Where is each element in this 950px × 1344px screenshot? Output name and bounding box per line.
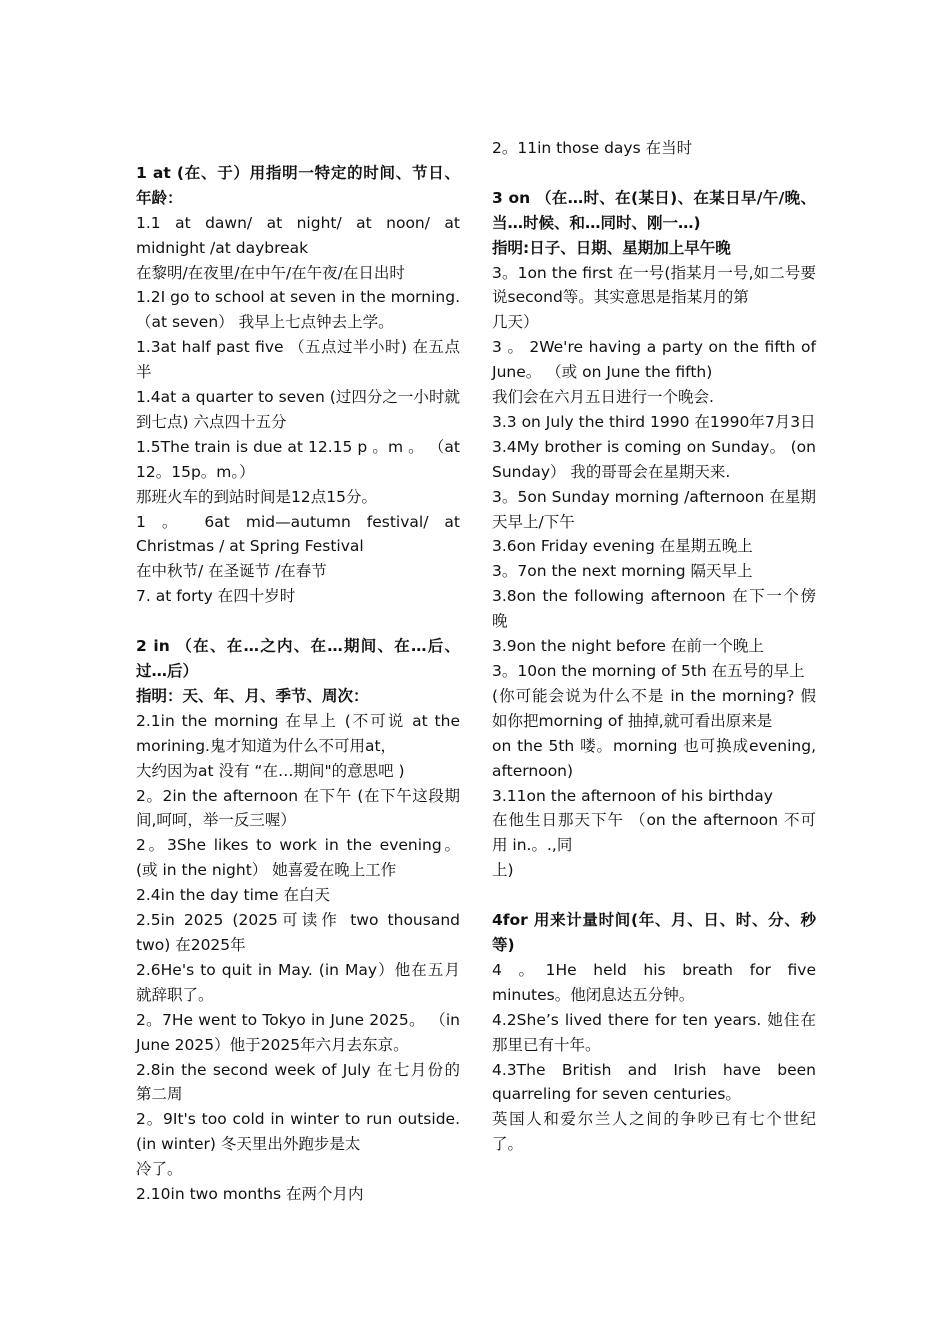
text-line: 3.4My brother is coming on Sunday。 (on Sunday） 我的哥哥会在星期天来. <box>492 437 816 481</box>
text-line: 3.3 on July the third 1990 在1990年7月3日 <box>492 412 816 431</box>
text-line: 在中秋节/ 在圣诞节 /在春节 <box>136 562 327 581</box>
text-line: 4.3The British and Irish have been quarreling for seven centuries。 <box>492 1060 816 1104</box>
section-heading: 指明:日子、日期、星期加上早午晚 <box>492 238 731 257</box>
paragraph-spacer <box>136 609 460 634</box>
text-line: 2。11in those days 在当时 <box>492 139 693 157</box>
text-line: 1.4at a quarter to seven (过四分之一小时就到七点) 六点四十五分 <box>136 388 460 431</box>
text-line: 1.3at half past five （五点过半小时) 在五点半 <box>136 338 460 382</box>
text-line: 2。9It's too cold in winter to run outside. (in winter) 冬天里出外跑步是太 <box>136 1110 460 1154</box>
text-line: 2。3She likes to work in the evening。 (或 in the night） 她喜爱在晚上工作 <box>136 836 460 880</box>
section-heading: 2 in （在、在…之内、在…期间、在…后、过…后） <box>136 637 460 680</box>
text-line: 4 。1He held his breath for five minutes。他闭息达五分钟。 <box>492 960 816 1004</box>
text-line: 几天） <box>492 313 539 332</box>
section-heading: 1 at (在、于）用指明一特定的时间、节日、年龄： <box>136 163 460 207</box>
text-line: 在他生日那天下午 （on the afternoon 不可用 in.。.,同 <box>492 811 816 855</box>
text-line: 3.6on Friday evening 在星期五晚上 <box>492 537 753 556</box>
section-heading: 3 on （在…时、在(某日)、在某日早/午/晚、当…时候、和…同时、刚一…) <box>492 188 816 232</box>
left-column <box>136 136 460 1207</box>
text-line: 3。7on the next morning 隔天早上 <box>492 562 753 581</box>
paragraph-spacer <box>136 136 460 161</box>
text-line: 2.10in two months 在两个月内 <box>136 1185 364 1204</box>
text-line: 7. at forty 在四十岁时 <box>136 587 296 606</box>
text-line: 2.8in the second week of July 在七月份的第二周 <box>136 1060 460 1104</box>
text-line: 3。10on the morning of 5th 在五号的早上 <box>492 662 805 681</box>
text-line: 2。7He went to Tokyo in June 2025。 （in June 2025）他于2025年六月去东京。 <box>136 1010 460 1054</box>
text-line: 1 。 6at mid—autumn festival/ at Christmas / at Spring Festival <box>136 512 460 556</box>
text-line: 2。2in the afternoon 在下午 (在下午这段期间,呵呵，举一反三喔） <box>136 786 460 830</box>
text-line: 冷了。 <box>136 1160 183 1179</box>
text-line: 3。1on the first 在一号(指某月一号,如二号要说second等。其实意思是指某月的第 <box>492 263 816 307</box>
text-line: 1.5The train is due at 12.15 p 。m 。 （at 12。15p。m。） <box>136 437 460 481</box>
text-line: 1.2I go to school at seven in the morning.（at seven） 我早上七点钟去上学。 <box>136 288 460 332</box>
text-line: 在黎明/在夜里/在中午/在午夜/在日出时 <box>136 263 405 282</box>
text-line: 2.1in the morning 在早上 (不可说 at the morining.鬼才知道为什么不可用at， <box>136 711 460 755</box>
text-line: 3 。 2We're having a party on the fifth of June。 （或 on June the fifth) <box>492 338 816 382</box>
text-line: 上) <box>492 861 514 880</box>
text-line: 3.9on the night before 在前一个晚上 <box>492 637 764 656</box>
text-line: 我们会在六月五日进行一个晚会. <box>492 388 714 407</box>
text-line: (你可能会说为什么不是 in the morning? 假如你把morning of 抽掉,就可看出原来是 <box>492 686 816 730</box>
text-line: 2.4in the day time 在白天 <box>136 886 330 905</box>
section-heading: 4for 用来计量时间(年、月、日、时、分、秒等) <box>492 911 816 954</box>
text-line: 2.5in 2025 (2025可读作 two thousand two) 在2025年 <box>136 911 460 954</box>
text-line: 英国人和爱尔兰人之间的争吵已有七个世纪了。 <box>492 1110 816 1154</box>
text-line: 3。5on Sunday morning /afternoon 在星期天早上/下午 <box>492 487 816 531</box>
section-heading: 指明：天、年、月、季节、周次： <box>136 686 369 705</box>
paragraph-spacer <box>492 161 816 186</box>
text-line: 2.6He's to quit in May. (in May）他在五月就辞职了。 <box>136 960 460 1004</box>
text-line: on the 5th 喽。morning 也可换成evening, afternoon) <box>492 736 816 780</box>
right-column <box>492 136 816 1157</box>
text-line: 大约因为at 没有 “在…期间"的意思吧 ) <box>136 761 405 780</box>
text-line: 4.2She’s lived there for ten years. 她住在那里已有十年。 <box>492 1010 816 1054</box>
text-line: 1.1 at dawn/ at night/ at noon/ at midnight /at daybreak <box>136 213 460 257</box>
text-line: 3.8on the following afternoon 在下一个傍晚 <box>492 587 816 631</box>
paragraph-spacer <box>492 883 816 908</box>
text-line: 那班火车的到站时间是12点15分。 <box>136 487 377 506</box>
text-line: 3.11on the afternoon of his birthday <box>492 786 773 805</box>
